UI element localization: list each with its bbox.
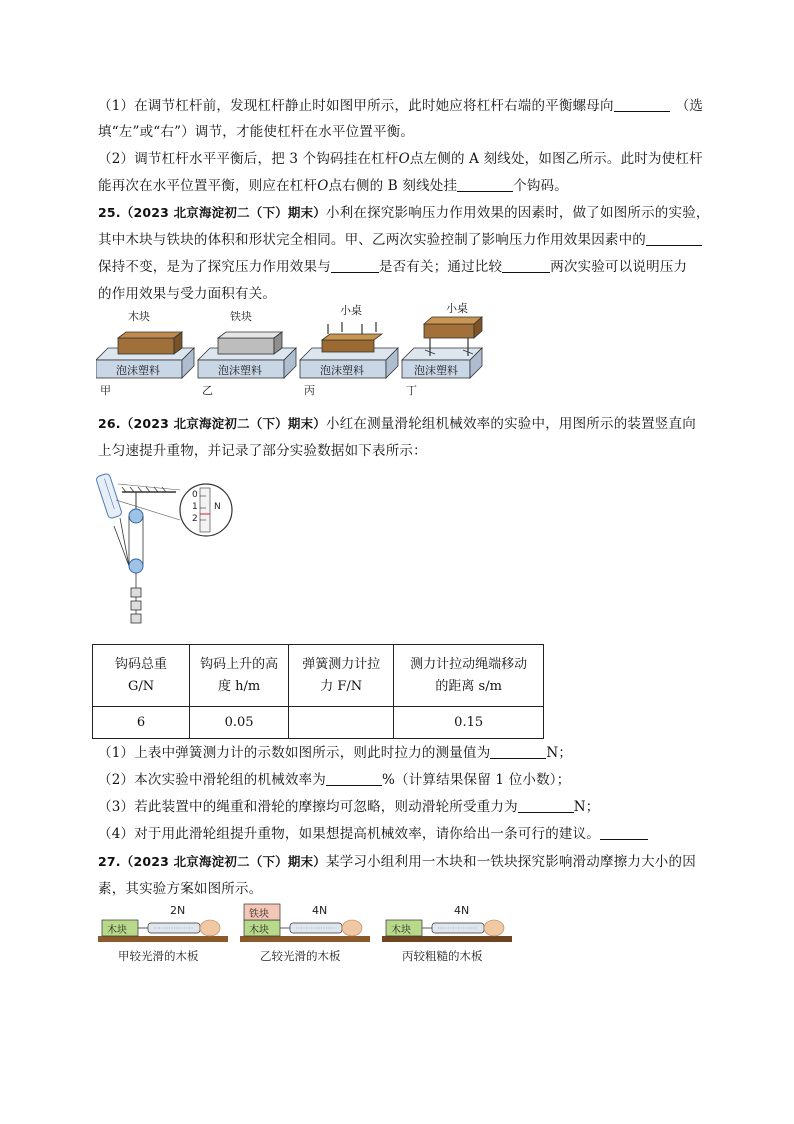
pulley-system-drawing bbox=[96, 470, 236, 640]
answer-blank[interactable] bbox=[326, 772, 382, 786]
caption-c: 丙较粗糙的木板 bbox=[402, 949, 483, 963]
q25-line4: 的作用效果与受力面积有关。 bbox=[98, 286, 277, 302]
table-label-d: 小桌 bbox=[446, 302, 468, 315]
block-label-a: 木块 bbox=[107, 925, 127, 936]
table-row bbox=[93, 707, 544, 739]
table-cell-blank[interactable] bbox=[289, 707, 394, 739]
gauge-unit: N bbox=[214, 502, 221, 512]
q26-sub2: （2）本次实验中滑轮组的机械效率为 %（计算结果保留 1 位小数）； bbox=[98, 772, 571, 788]
force-label-a: 2N bbox=[170, 904, 186, 917]
force-label-b: 4N bbox=[312, 904, 328, 917]
answer-blank[interactable] bbox=[600, 826, 648, 840]
answer-blank[interactable] bbox=[490, 745, 546, 759]
answer-blank[interactable] bbox=[614, 98, 670, 112]
q27-line2: 素，其实验方案如图所示。 bbox=[98, 881, 263, 897]
table-cell: 0.05 bbox=[190, 707, 289, 739]
force-label-c: 4N bbox=[454, 904, 470, 917]
foam-label-c: 泡沫塑料 bbox=[320, 364, 364, 377]
caption-a: 甲 bbox=[100, 384, 111, 397]
caption-b: 乙 bbox=[202, 384, 213, 397]
answer-blank[interactable] bbox=[502, 259, 550, 273]
q25-line3: 保持不变，是为了探究压力作用效果与 是否有关；通过比较 两次实验可以说明压力 bbox=[98, 259, 688, 275]
block-label-b-bottom: 木块 bbox=[249, 925, 269, 936]
table-header-cell: 测力计拉动绳端移动 的距离 s/m bbox=[394, 645, 544, 707]
q24-part1-line2: 填“左”或“右”）调节，才能使杠杆在水平位置平衡。 bbox=[98, 124, 415, 140]
gauge-mark-0: 0 bbox=[192, 490, 198, 500]
caption-c: 丙 bbox=[304, 384, 315, 397]
pressure-experiment-figure bbox=[96, 302, 486, 400]
q27-line1: 27.（2023 北京海淀初二（下）期末）某学习小组利用一木块和一铁块探究影响滑动摩擦力大小的因 bbox=[98, 854, 696, 870]
gauge-mark-1: 1 bbox=[192, 502, 198, 512]
pressure-experiment-drawing bbox=[96, 310, 486, 400]
q24-part2-line2: 能再次在水平位置平衡，则应在杠杆O点右侧的 B 刻线处挂 个钩码。 bbox=[98, 178, 568, 194]
answer-blank[interactable] bbox=[331, 259, 379, 273]
caption-b: 乙较光滑的木板 bbox=[260, 949, 341, 963]
table-cell: 0.15 bbox=[394, 707, 544, 739]
q26-line1: 26.（2023 北京海淀初二（下）期末）小红在测量滑轮组机械效率的实验中，用图所示的装置竖直向 bbox=[98, 416, 696, 432]
table-cell: 6 bbox=[93, 707, 190, 739]
q24-part1-line1: （1）在调节杠杆前，发现杠杆静止时如图甲所示，此时她应将杠杆右端的平衡螺母向 （选 bbox=[98, 98, 704, 114]
q24-part2-line1: （2）调节杠杆水平平衡后，把 3 个钩码挂在杠杆O点左侧的 A 刻线处，如图乙所示。此时为使杠杆 bbox=[98, 151, 703, 167]
block-label-iron: 铁块 bbox=[230, 310, 252, 323]
caption-a: 甲较光滑的木板 bbox=[118, 949, 199, 963]
q26-sub1: （1）上表中弹簧测力计的示数如图所示，则此时拉力的测量值为 N； bbox=[98, 745, 573, 761]
pulley-data-table bbox=[92, 644, 544, 739]
foam-label-b: 泡沫塑料 bbox=[218, 364, 262, 377]
block-label-b-top: 铁块 bbox=[249, 909, 269, 920]
table-header-cell: 弹簧测力计拉 力 F/N bbox=[289, 645, 394, 707]
gauge-mark-2: 2 bbox=[192, 514, 198, 524]
caption-d: 丁 bbox=[406, 384, 417, 397]
answer-blank[interactable] bbox=[457, 178, 513, 192]
foam-label-d: 泡沫塑料 bbox=[414, 364, 458, 377]
q25-line1: 25.（2023 北京海淀初二（下）期末）小利在探究影响压力作用效果的因素时，做了如图所示的实验， bbox=[98, 205, 710, 221]
q26-sub3: （3）若此装置中的绳重和滑轮的摩擦均可忽略，则动滑轮所受重力为 N； bbox=[98, 799, 600, 815]
q26-sub4: （4）对于用此滑轮组提升重物，如果想提高机械效率，请你给出一条可行的建议。 bbox=[98, 824, 708, 844]
answer-blank[interactable] bbox=[646, 232, 702, 246]
pulley-system-figure bbox=[96, 470, 236, 640]
table-label-c: 小桌 bbox=[340, 304, 362, 317]
q25-line2: 其中木块与铁块的体积和形状完全相同。甲、乙两次实验控制了影响压力作用效果因素中的 bbox=[98, 230, 708, 250]
block-label-wood: 木块 bbox=[128, 310, 150, 323]
table-header-cell: 钩码上升的高 度 h/m bbox=[190, 645, 289, 707]
answer-blank[interactable] bbox=[518, 799, 574, 813]
friction-experiment-figure bbox=[98, 900, 518, 972]
foam-label-a: 泡沫塑料 bbox=[116, 364, 160, 377]
table-header-row bbox=[93, 645, 544, 707]
table-header-cell: 钩码总重 G/N bbox=[93, 645, 190, 707]
q26-line2: 上匀速提升重物，并记录了部分实验数据如下表所示： bbox=[98, 443, 427, 459]
block-label-c: 木块 bbox=[391, 925, 411, 936]
